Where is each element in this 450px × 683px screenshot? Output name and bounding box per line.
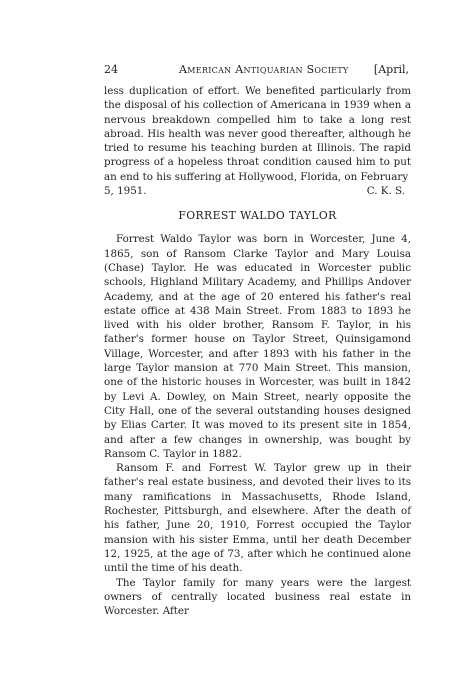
carryover-date: 5, 1951. [104, 185, 147, 198]
journal-title: American Antiquarian Society [179, 63, 349, 76]
article-title: FORREST WALDO TAYLOR [178, 209, 337, 223]
article-paragraph: The Taylor family for many years were the largest owners of centrally located business real estate in Worcester. After [104, 576, 411, 618]
signature-row [104, 184, 411, 198]
issue-month: [April, [373, 63, 409, 76]
page-number: 24 [104, 63, 118, 76]
running-head [104, 62, 409, 78]
body-text [104, 84, 411, 618]
article-paragraph: Ransom F. and Forrest W. Taylor grew up in their father's real estate business, and devoted their lives to its many ramifications in Massachusetts, Rhode Island, Rochester, Pittsburgh, and elsewhere. After the death of his father, June 20, 1910, Forrest occupied the Taylor mansion with his sister Emma, until her death December 12, 1925, at the age of 73, after which he continued alone until the time of his death. [104, 462, 411, 575]
author-initials: C. K. S. [366, 185, 405, 198]
carryover-paragraph: less duplication of effort. We benefited particularly from the disposal of his collection of Americana in 1939 when a nervous breakdown compelled him to take a long rest abroad. His health was never good thereafter, although he tried to resume his teaching burden at Illinois. The rapid progress of a hopeless throat condition caused him to put an end to his suffering at Hollywood, Florida, on February [104, 85, 411, 183]
article-paragraph: Forrest Waldo Taylor was born in Worcester, June 4, 1865, son of Ransom Clarke Taylor and Mary Louisa (Chase) Taylor. He was educated in Worcester public schools, Highland Military Academy, and Phillips Andover Academy, and at the age of 20 entered his father's real estate office at 438 Main Street. From 1883 to 1893 he lived with his older brother, Ransom F. Taylor, in his father's former house on Taylor Street, Quinsigamond Village, Worcester, and after 1893 with his father in the large Taylor mansion at 770 Main Street. This mansion, one of the historic houses in Worcester, was built in 1842 by Levi A. Dowley, on Main Street, nearly opposite the City Hall, one of the several outstanding houses designed by Elias Carter. It was moved to its present site in 1854, and after a few changes in ownership, was bought by Ransom C. Taylor in 1882. [104, 233, 411, 460]
